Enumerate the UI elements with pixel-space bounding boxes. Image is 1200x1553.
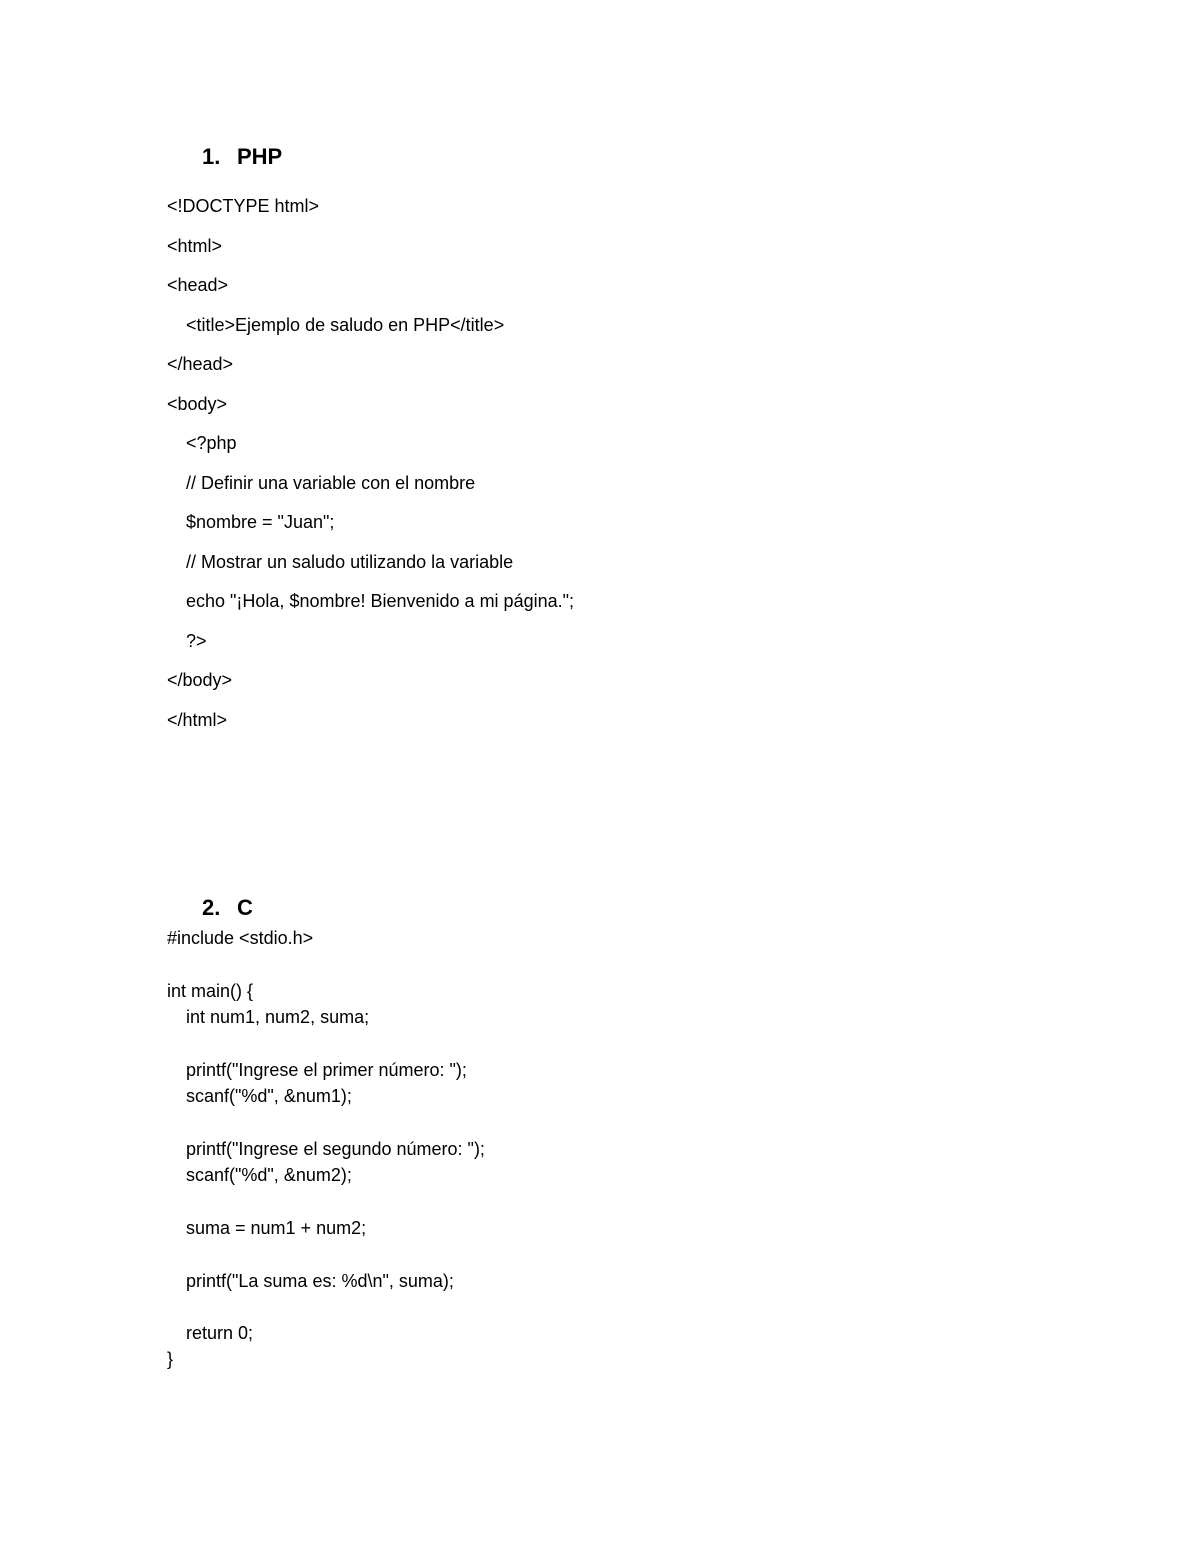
code-line: <?php (186, 433, 237, 453)
code-line: // Definir una variable con el nombre (186, 473, 476, 493)
code-line: } (167, 1349, 174, 1369)
code-line: scanf("%d", &num1); (186, 1086, 352, 1106)
code-line: return 0; (186, 1323, 254, 1343)
section-heading-php (202, 146, 282, 168)
code-line: </body> (167, 670, 233, 690)
code-line: printf("Ingrese el segundo número: "); (186, 1139, 485, 1159)
section-title: C (237, 895, 253, 920)
code-line: $nombre = "Juan"; (186, 512, 335, 532)
code-line: // Mostrar un saludo utilizando la variable (186, 552, 514, 572)
code-line: <html> (167, 236, 223, 256)
code-line: #include <stdio.h> (167, 928, 314, 948)
code-line: int main() { (167, 981, 254, 1001)
code-line: <body> (167, 394, 228, 414)
section-title: PHP (237, 144, 283, 169)
section-number: 2. (202, 895, 221, 920)
code-line: printf("La suma es: %d\n", suma); (186, 1271, 454, 1291)
code-line: </html> (167, 710, 228, 730)
code-line: ?> (186, 631, 207, 651)
code-line: suma = num1 + num2; (186, 1218, 367, 1238)
code-line: <head> (167, 275, 229, 295)
code-line: <title>Ejemplo de saludo en PHP</title> (186, 315, 505, 335)
code-line: <!DOCTYPE html> (167, 196, 320, 216)
section-number: 1. (202, 144, 221, 169)
code-line: int num1, num2, suma; (186, 1007, 370, 1027)
section-heading-c (202, 897, 253, 919)
code-line: </head> (167, 354, 234, 374)
code-line: scanf("%d", &num2); (186, 1165, 352, 1185)
code-line: echo "¡Hola, $nombre! Bienvenido a mi página."; (186, 591, 575, 611)
code-line: printf("Ingrese el primer número: "); (186, 1060, 467, 1080)
